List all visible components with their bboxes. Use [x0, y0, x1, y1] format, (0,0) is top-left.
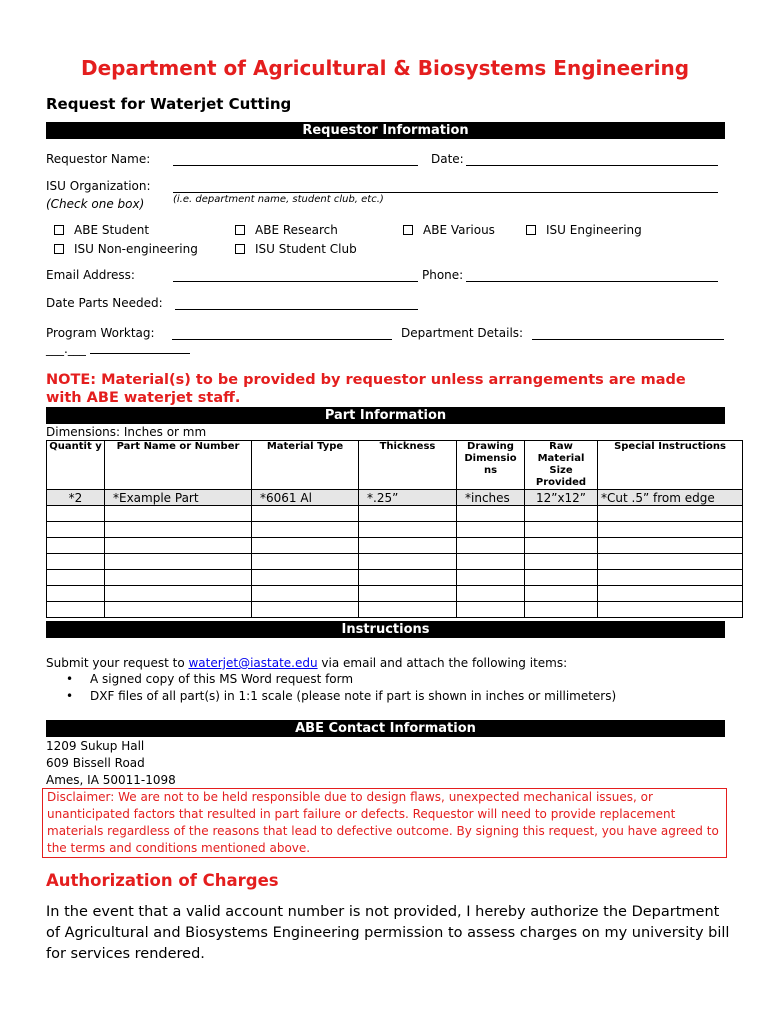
check-one-hint: (Check one box)	[46, 197, 145, 211]
checkbox-isu-student-club[interactable]: ISU Student Club	[235, 242, 357, 256]
requestor-section-bar: Requestor Information	[46, 122, 725, 139]
parts-table	[46, 440, 743, 618]
contact-address	[46, 738, 176, 789]
list-item: • DXF files of all part(s) in 1:1 scale (please note if part is shown in inches or millimeters)	[46, 688, 726, 705]
column-header: Quantit y	[47, 441, 105, 490]
checkbox-abe-student[interactable]: ABE Student	[54, 223, 149, 237]
list-item: • A signed copy of this MS Word request form	[46, 671, 726, 688]
table-row[interactable]	[47, 522, 743, 538]
checkbox-icon	[235, 244, 245, 254]
table-cell: 12”x12”	[525, 490, 598, 506]
authorization-text: In the event that a valid account number is not provided, I hereby authorize the Department of Agricultural and Biosystems Engineering permission to assess charges on my university bill for services rendered.	[46, 904, 730, 962]
isu-organization-label: ISU Organization:	[46, 179, 151, 193]
part-section-bar: Part Information	[46, 407, 725, 424]
worktag-continuation: ___.___	[46, 342, 86, 356]
date-field[interactable]	[466, 165, 718, 166]
program-worktag-field[interactable]	[172, 339, 392, 340]
table-row[interactable]	[47, 554, 743, 570]
column-header: Part Name or Number	[105, 441, 252, 490]
column-header: Drawing Dimensio ns	[457, 441, 525, 490]
requestor-name-field[interactable]	[173, 165, 418, 166]
checkbox-icon	[54, 225, 64, 235]
table-cell: *.25”	[359, 490, 457, 506]
program-worktag-label: Program Worktag:	[46, 326, 155, 340]
instructions-text: Submit your request to waterjet@iastate.edu via email and attach the following items:	[46, 656, 568, 670]
department-details-label: Department Details:	[401, 326, 524, 340]
organization-example-hint: (i.e. department name, student club, etc.)	[173, 194, 384, 205]
checkbox-isu-non-engineering[interactable]: ISU Non-engineering	[54, 242, 198, 256]
material-note: NOTE: Material(s) to be provided by requestor unless arrangements are made with ABE waterjet staff.	[46, 372, 686, 406]
table-header-row	[47, 441, 743, 490]
address-line: Ames, IA 50011-1098	[46, 773, 176, 787]
authorization-heading: Authorization of Charges	[46, 871, 279, 890]
column-header: Material Type	[252, 441, 359, 490]
email-label: Email Address:	[46, 268, 135, 282]
email-field[interactable]	[173, 281, 418, 282]
table-row[interactable]	[47, 538, 743, 554]
waterjet-email-link[interactable]: waterjet@iastate.edu	[188, 656, 318, 670]
checkbox-abe-various[interactable]: ABE Various	[403, 223, 495, 237]
column-header: Raw Material Size Provided	[525, 441, 598, 490]
phone-label: Phone:	[422, 268, 464, 282]
form-subtitle: Request for Waterjet Cutting	[46, 95, 292, 113]
isu-organization-field[interactable]	[173, 192, 718, 193]
date-needed-label: Date Parts Needed:	[46, 296, 163, 310]
address-line: 1209 Sukup Hall	[46, 739, 145, 753]
table-row[interactable]	[47, 586, 743, 602]
column-header: Special Instructions	[598, 441, 743, 490]
table-row[interactable]	[47, 602, 743, 618]
table-row-example	[47, 490, 743, 506]
checkbox-abe-research[interactable]: ABE Research	[235, 223, 338, 237]
date-needed-field[interactable]	[175, 309, 418, 310]
department-details-field[interactable]	[532, 339, 724, 340]
table-cell: *2	[47, 490, 105, 506]
date-label: Date:	[431, 152, 464, 166]
phone-field[interactable]	[466, 281, 718, 282]
instructions-section-bar: Instructions	[46, 621, 725, 638]
table-cell: *Cut .5” from edge	[598, 490, 743, 506]
page-title: Department of Agricultural & Biosystems Engineering	[80, 56, 690, 80]
instructions-list	[46, 671, 726, 705]
dimensions-label: Dimensions: Inches or mm	[46, 425, 207, 439]
checkbox-isu-engineering[interactable]: ISU Engineering	[526, 223, 642, 237]
table-cell: *Example Part	[105, 490, 252, 506]
checkbox-icon	[235, 225, 245, 235]
disclaimer-box: Disclaimer: We are not to be held responsible due to design flaws, unexpected mechanical issues, or unanticipated factors that resulted in part failure or defects. Requestor will need to provide replacement materials regardless of the reasons that lead to defective outcome. By signing this request, you have agreed to the terms and conditions mentioned above.	[42, 788, 727, 858]
table-cell: *6061 Al	[252, 490, 359, 506]
checkbox-icon	[526, 225, 536, 235]
requestor-name-label: Requestor Name:	[46, 152, 151, 166]
table-row[interactable]	[47, 506, 743, 522]
address-line: 609 Bissell Road	[46, 756, 145, 770]
column-header: Thickness	[359, 441, 457, 490]
table-cell: *inches	[457, 490, 525, 506]
table-row[interactable]	[47, 570, 743, 586]
worktag-continuation-field[interactable]	[90, 353, 190, 354]
checkbox-icon	[403, 225, 413, 235]
contact-section-bar: ABE Contact Information	[46, 720, 725, 737]
checkbox-icon	[54, 244, 64, 254]
